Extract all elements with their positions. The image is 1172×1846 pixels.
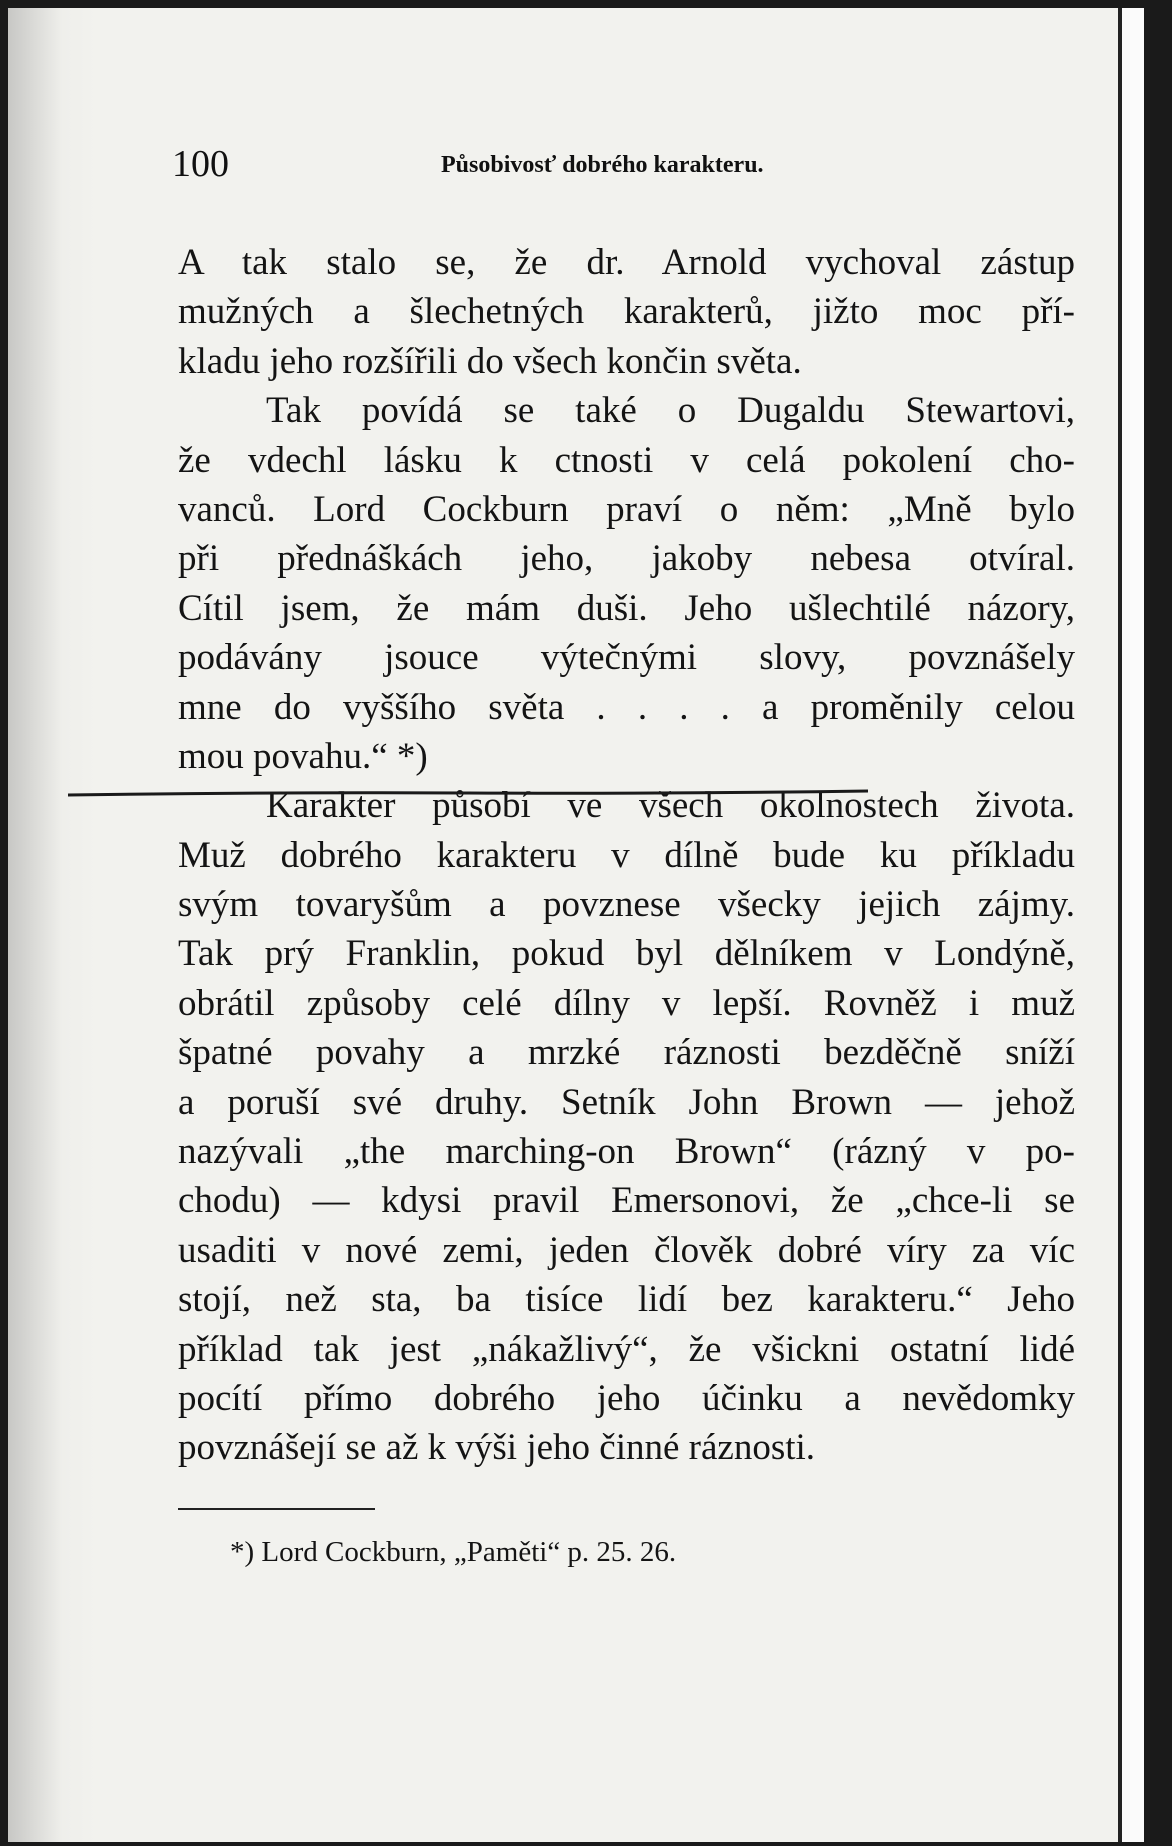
text-line: chodu) — kdysi pravil Emersonovi, že „chce-li se [178, 1180, 1075, 1222]
text-line: a poruší své druhy. Setník John Brown — jehož [178, 1081, 1075, 1123]
text-line: Tak prý Franklin, pokud byl dělníkem v Londýně, [178, 933, 1075, 975]
text-line: nazývali „the marching-on Brown“ (rázný v po- [178, 1131, 1075, 1173]
text-line: Muž dobrého karakteru v dílně bude ku příkladu [178, 834, 1075, 876]
text-line: vanců. Lord Cockburn praví o něm: „Mně bylo [178, 488, 1075, 530]
page-number: 100 [172, 143, 229, 185]
text-line: obrátil způsoby celé dílny v lepší. Rovněž i muž [178, 982, 1075, 1024]
body-text [178, 238, 1075, 1473]
text-line: A tak stalo se, že dr. Arnold vychoval zástup [178, 242, 1075, 283]
page-edge [1118, 8, 1144, 1842]
text-line: Cítil jsem, že mám duši. Jeho ušlechtilé názory, [178, 587, 1075, 629]
text-line: mne do vyššího světa . . . . a proměnily celou [178, 686, 1075, 728]
text-line: Karakter působí ve všech okolnostech života. [266, 785, 1075, 827]
text-line: mužných a šlechetných karakterů, jižto moc pří- [178, 291, 1075, 333]
footnote: *) Lord Cockburn, „Paměti“ p. 25. 26. [230, 1536, 677, 1568]
text-line: při přednáškách jeho, jakoby nebesa otvíral. [178, 538, 1075, 580]
page-header [172, 142, 1072, 190]
text-line: podávány jsouce výtečnými slovy, povznášely [178, 637, 1075, 679]
text-line: příklad tak jest „nákažlivý“, že všickni ostatní lidé [178, 1328, 1075, 1370]
scan-scratch-mark [68, 789, 868, 801]
text-line: stojí, než sta, ba tisíce lidí bez karakteru.“ Jeho [178, 1279, 1075, 1321]
text-line: pocítí přímo dobrého jeho účinku a nevědomky [178, 1377, 1075, 1419]
footnote-rule [178, 1508, 375, 1510]
running-title: Působivosť dobrého karakteru. [441, 152, 764, 178]
text-line: že vdechl lásku k ctnosti v celá pokolení cho- [178, 439, 1075, 481]
text-line: Tak povídá se také o Dugaldu Stewartovi, [266, 390, 1075, 432]
text-line: svým tovaryšům a povznese všecky jejich zájmy. [178, 884, 1075, 926]
text-line: mou povahu.“ *) [178, 735, 428, 777]
text-line: kladu jeho rozšířili do všech končin světa. [178, 340, 802, 382]
text-line: špatné povahy a mrzké ráznosti bezděčně sníží [178, 1032, 1075, 1074]
text-line: usaditi v nové zemi, jeden člověk dobré víry za víc [178, 1229, 1075, 1271]
book-page [8, 8, 1144, 1842]
text-line: povznášejí se až k výši jeho činné ráznosti. [178, 1427, 816, 1469]
